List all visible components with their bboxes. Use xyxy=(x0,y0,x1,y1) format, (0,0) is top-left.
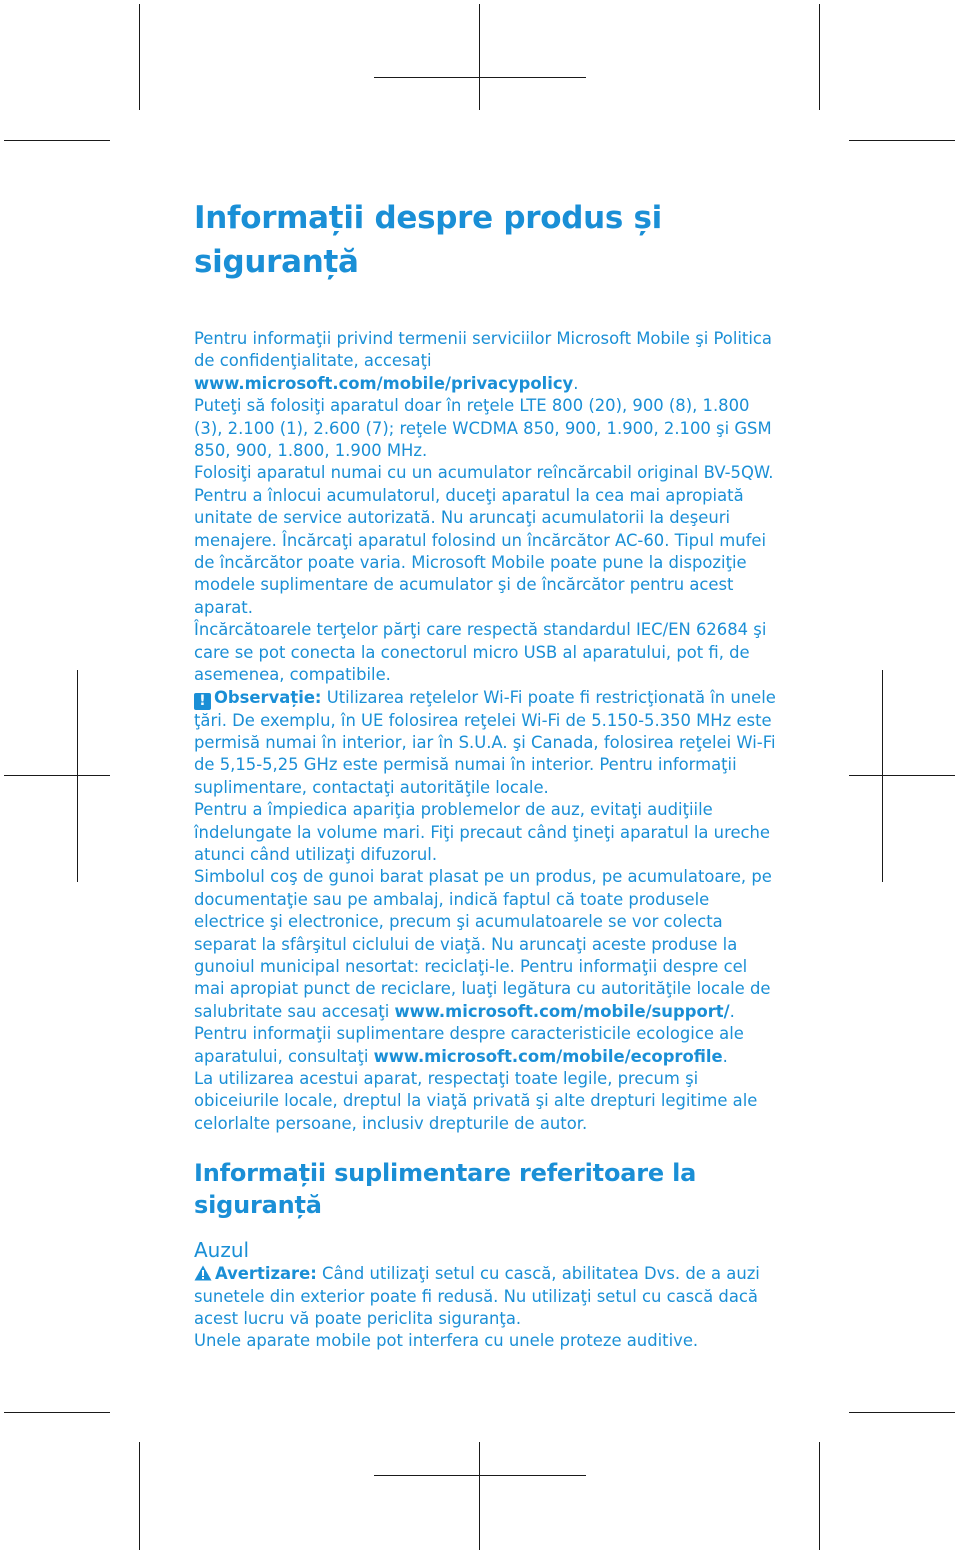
warning-triangle-icon xyxy=(194,1265,212,1281)
crop-mark xyxy=(849,1412,955,1413)
crop-mark xyxy=(139,4,140,110)
registration-mark xyxy=(882,670,883,882)
crop-mark xyxy=(849,140,955,141)
eco-paragraph xyxy=(194,1023,779,1068)
hearing-aids-paragraph: Unele aparate mobile pot interfera cu unele proteze auditive. xyxy=(194,1331,699,1351)
networks-paragraph: Puteţi să folosiţi aparatul doar în reţele LTE 800 (20), 900 (8), 1.800 (3), 2.100 (1), 2.600 (7); reţele WCDMA 850, 900, 1.900, 2.100 şi GSM 850, 900, 1.800, 1.900 MHz. xyxy=(194,396,772,461)
eco-text: Pentru informaţii suplimentare despre caracteristicile ecologice ale aparatului, consultaţi xyxy=(194,1024,744,1066)
hearing-section xyxy=(194,1263,779,1353)
recycling-text: Simbolul coş de gunoi barat plasat pe un produs, pe acumulatoare, pe documentaţie sau pe ambalaj, indică faptul că toate produsele electrice şi electronice, precum şi acumulatoarele se vor colecta separat la sfârşitul ciclului de viaţă. Nu aruncaţi aceste produse la gunoiul municipal nesortat: reciclaţi-le. Pentru informaţii despre cel mai apropiat punct de reciclare, luaţi legătura cu autorităţile locale de salubritate sau accesaţi xyxy=(194,867,772,1021)
note-label: Observație: xyxy=(214,687,322,707)
warning-text: Când utilizaţi setul cu cască, abilitatea Dvs. de a auzi sunetele din exterior poate fi redusă. Nu utilizaţi setul cu cască dacă acest lucru vă poate periclita siguranţa. xyxy=(194,1264,760,1329)
crop-mark xyxy=(819,1442,820,1550)
page-title: Informații despre produs și siguranță xyxy=(194,200,662,280)
registration-mark xyxy=(849,775,955,776)
wifi-note-paragraph xyxy=(194,687,779,800)
warning-paragraph xyxy=(194,1263,779,1330)
battery-paragraph: Folosiţi aparatul numai cu un acumulator reîncărcabil original BV-5QW. Pentru a înlocui acumulatorul, duceţi aparatul la cea mai apropiată unitate de service autorizată. Nu aruncaţi acumulatorii la deşeuri menajere. Încărcaţi aparatul folosind un încărcător AC-60. Tipul mufei de încărcător poate varia. Microsoft Mobile poate pune la dispoziţie modele suplimentare de acumulator şi de încărcător pentru acest aparat. xyxy=(194,463,774,617)
eco-end: . xyxy=(722,1046,728,1066)
note-text: Utilizarea reţelelor Wi-Fi poate fi restricţionată în unele ţări. De exemplu, în UE folosirea reţelei Wi-Fi de 5.150-5.350 MHz este permisă numai în interior, iar în S.U.A. şi Canada, folosirea reţelei Wi-Fi de 5,15-5,25 GHz este permisă numai în interior. Pentru informaţii suplimentare, contactaţi autorităţile locale. xyxy=(194,687,776,797)
recycling-end: . xyxy=(729,1001,735,1021)
safety-heading: Informații suplimentare referitoare la siguranță xyxy=(194,1159,697,1220)
chargers-paragraph: Încărcătoarele terţelor părţi care respectă standardul IEC/EN 62684 şi care se pot conecta la conectorul micro USB al aparatului, pot fi, de asemenea, compatibile. xyxy=(194,620,767,685)
registration-mark xyxy=(4,775,110,776)
hearing-subheading: Auzul xyxy=(194,1238,250,1263)
registration-mark xyxy=(77,670,78,882)
crop-mark xyxy=(819,4,820,110)
exclamation-box-icon: ! xyxy=(194,693,211,710)
laws-paragraph: La utilizarea acestui aparat, respectaţi toate legile, precum şi obiceiurile locale, dreptul la viaţă privată şi alte drepturi legitime ale celorlalte persoane, inclusiv drepturile de autor. xyxy=(194,1069,758,1133)
document-content xyxy=(194,196,779,1353)
registration-mark xyxy=(479,4,480,110)
crop-mark xyxy=(139,1442,140,1550)
registration-mark xyxy=(374,77,586,78)
crop-mark xyxy=(4,140,110,141)
privacy-end: . xyxy=(573,373,579,393)
crop-mark xyxy=(4,1412,110,1413)
privacy-text: Pentru informaţii privind termenii serviciilor Microsoft Mobile şi Politica de confidenţialitate, accesaţi xyxy=(194,329,772,371)
privacy-paragraph xyxy=(194,328,779,395)
intro-section xyxy=(194,328,779,1135)
registration-mark xyxy=(479,1442,480,1550)
registration-mark xyxy=(374,1475,586,1476)
privacy-link[interactable]: www.microsoft.com/mobile/privacypolicy xyxy=(194,373,574,393)
support-link[interactable]: www.microsoft.com/mobile/support/ xyxy=(394,1001,730,1021)
recycling-paragraph xyxy=(194,866,779,1023)
warning-label: Avertizare: xyxy=(215,1264,317,1284)
ecoprofile-link[interactable]: www.microsoft.com/mobile/ecoprofile xyxy=(373,1046,723,1066)
hearing-paragraph: Pentru a împiedica apariţia problemelor de auz, evitaţi audiţiile îndelungate la volume mari. Fiţi precaut când ţineţi aparatul la ureche atunci când utilizaţi difuzorul. xyxy=(194,800,771,864)
